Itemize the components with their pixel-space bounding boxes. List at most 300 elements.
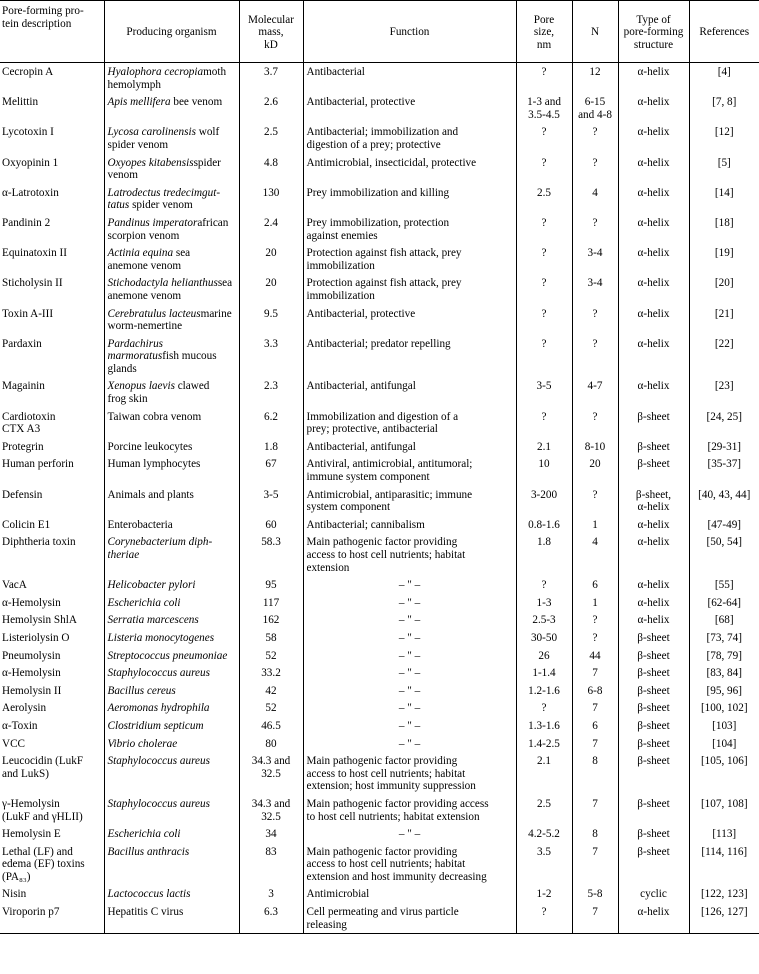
structure-type: β-sheet	[618, 843, 689, 886]
table-row	[0, 154, 759, 184]
n-value: 7	[572, 664, 618, 682]
references: [126, 127]	[689, 903, 759, 934]
producing-organism	[104, 735, 239, 753]
producing-organism	[104, 664, 239, 682]
table-row	[0, 244, 759, 274]
table-row	[0, 455, 759, 485]
producing-organism	[104, 274, 239, 304]
pore-size: 30-50	[516, 629, 572, 647]
organism-species: Staphylococcus aureus	[107, 755, 210, 768]
pore-size: ?	[516, 335, 572, 378]
producing-organism	[104, 611, 239, 629]
references: [55]	[689, 576, 759, 594]
table-row	[0, 717, 759, 735]
function: Protection against fish attack, prey immobilization	[303, 244, 516, 274]
col-header-function: Function	[303, 1, 516, 63]
n-value: 4	[572, 533, 618, 576]
n-value: 7	[572, 795, 618, 825]
molecular-mass: 34	[239, 825, 303, 843]
organism-source: Animals and plants	[107, 488, 194, 501]
n-value: ?	[572, 154, 618, 184]
producing-organism	[104, 629, 239, 647]
structure-type: α-helix	[618, 93, 689, 123]
references: [122, 123]	[689, 885, 759, 903]
molecular-mass: 2.4	[239, 214, 303, 244]
structure-type: α-helix	[618, 594, 689, 612]
function: Antibacterial; cannibalism	[303, 516, 516, 534]
col-header-mass: Molecular mass, kD	[239, 1, 303, 63]
protein-description: Hemolysin II	[2, 684, 62, 697]
producing-organism	[104, 377, 239, 407]
structure-type: α-helix	[618, 903, 689, 934]
organism-source: spider venom	[107, 156, 221, 182]
pore-size: 2.1	[516, 438, 572, 456]
references: [113]	[689, 825, 759, 843]
table-row	[0, 533, 759, 576]
function: Antibacterial, protective	[303, 305, 516, 335]
organism-species: Oxyopes kitabensis	[107, 156, 194, 169]
table-row	[0, 594, 759, 612]
references: [29-31]	[689, 438, 759, 456]
producing-organism	[104, 533, 239, 576]
organism-species: Corynebacterium diph- theriae	[107, 536, 213, 561]
molecular-mass: 3	[239, 885, 303, 903]
producing-organism	[104, 335, 239, 378]
function: – " –	[303, 647, 516, 665]
structure-type: α-helix	[618, 335, 689, 378]
pore-size: 26	[516, 647, 572, 665]
organism-species: Latrodectus tredecimgut- tatus	[107, 186, 221, 212]
organism-species: Escherichia coli	[107, 596, 181, 609]
pore-size: ?	[516, 576, 572, 594]
molecular-mass: 3.3	[239, 335, 303, 378]
organism-species: Stichodactyla helianthus	[107, 277, 218, 290]
table-row	[0, 752, 759, 795]
organism-species: Lactococcus lactis	[107, 888, 191, 901]
protein-description: α-Hemolysin	[2, 667, 61, 680]
organism-source: clawed frog skin	[107, 380, 210, 406]
function: Main pathogenic factor providing access to host cell nutrients; habitat extension	[303, 795, 516, 825]
n-value: 44	[572, 647, 618, 665]
references: [100, 102]	[689, 699, 759, 717]
producing-organism	[104, 825, 239, 843]
table-row	[0, 735, 759, 753]
pore-size: 1-2	[516, 885, 572, 903]
pore-size: 1.8	[516, 533, 572, 576]
protein-description: Defensin	[2, 488, 43, 501]
organism-source: spider venom	[129, 199, 193, 212]
references: [95, 96]	[689, 682, 759, 700]
table-row	[0, 516, 759, 534]
n-value: 4-7	[572, 377, 618, 407]
structure-type: α-helix	[618, 214, 689, 244]
molecular-mass: 83	[239, 843, 303, 886]
protein-description: Lycotoxin I	[2, 126, 54, 139]
producing-organism	[104, 594, 239, 612]
organism-species: Staphylococcus aureus	[107, 797, 210, 810]
references: [114, 116]	[689, 843, 759, 886]
organism-species: Pardachirus marmoratus	[107, 337, 164, 363]
function: Immobilization and digestion of a prey; protective, antibacterial	[303, 408, 516, 438]
table-row	[0, 647, 759, 665]
structure-type: β-sheet	[618, 408, 689, 438]
n-value: ?	[572, 408, 618, 438]
pore-size: 3.5	[516, 843, 572, 886]
producing-organism	[104, 93, 239, 123]
header-row	[0, 1, 759, 63]
molecular-mass: 80	[239, 735, 303, 753]
organism-species: Xenopus laevis	[107, 380, 175, 393]
n-value: ?	[572, 486, 618, 516]
molecular-mass: 20	[239, 274, 303, 304]
producing-organism	[104, 244, 239, 274]
organism-species: Bacillus cereus	[107, 684, 176, 697]
n-value: ?	[572, 214, 618, 244]
producing-organism	[104, 516, 239, 534]
producing-organism	[104, 184, 239, 214]
molecular-mass: 58.3	[239, 533, 303, 576]
structure-type: α-helix	[618, 63, 689, 94]
molecular-mass: 95	[239, 576, 303, 594]
protein-description: Listeriolysin O	[2, 631, 70, 644]
protein-description: Toxin A-III	[2, 307, 54, 320]
function: Antimicrobial, insecticidal, protective	[303, 154, 516, 184]
protein-description: Cecropin A	[2, 66, 54, 78]
function: Prey immobilization, protection against enemies	[303, 214, 516, 244]
structure-type: α-helix	[618, 611, 689, 629]
structure-type: α-helix	[618, 377, 689, 407]
table-row	[0, 699, 759, 717]
organism-species: Lycosa carolinensis	[107, 126, 196, 139]
references: [68]	[689, 611, 759, 629]
structure-type: β-sheet	[618, 629, 689, 647]
organism-species: Helicobacter pylori	[107, 579, 196, 592]
table-row	[0, 335, 759, 378]
pore-size: ?	[516, 63, 572, 94]
function: Antibacterial, antifungal	[303, 377, 516, 407]
table-row	[0, 377, 759, 407]
structure-type: α-helix	[618, 154, 689, 184]
protein-description: VCC	[2, 737, 26, 750]
organism-source: Human lymphocytes	[107, 458, 201, 471]
function: Main pathogenic factor providing access to host cell nutrients; habitat extension and host immunity decreasing	[303, 843, 516, 886]
references: [105, 106]	[689, 752, 759, 795]
producing-organism	[104, 576, 239, 594]
molecular-mass: 52	[239, 699, 303, 717]
references: [23]	[689, 377, 759, 407]
table-row	[0, 123, 759, 153]
structure-type: α-helix	[618, 274, 689, 304]
organism-species: Actinia equina	[107, 247, 174, 260]
organism-source: wolf spider venom	[107, 126, 220, 151]
pore-size: 2.5	[516, 184, 572, 214]
n-value: 7	[572, 699, 618, 717]
structure-type: cyclic	[618, 885, 689, 903]
pore-size: ?	[516, 305, 572, 335]
pore-size: ?	[516, 699, 572, 717]
protein-description: Melittin	[2, 96, 39, 109]
organism-species: Staphylococcus aureus	[107, 667, 210, 680]
producing-organism	[104, 63, 239, 94]
function: – " –	[303, 825, 516, 843]
structure-type: β-sheet	[618, 664, 689, 682]
references: [104]	[689, 735, 759, 753]
organism-species: Vibrio cholerae	[107, 737, 178, 750]
organism-source: Hepatitis C virus	[107, 906, 184, 919]
references: [62-64]	[689, 594, 759, 612]
function: Main pathogenic factor providing access to host cell nutrients; habitat extension	[303, 533, 516, 576]
n-value: 3-4	[572, 244, 618, 274]
references: [78, 79]	[689, 647, 759, 665]
structure-type: β-sheet, α-helix	[618, 486, 689, 516]
organism-species: Serratia marcescens	[107, 614, 199, 627]
pore-size: 1.4-2.5	[516, 735, 572, 753]
organism-source: fish mucous glands	[107, 350, 217, 375]
structure-type: α-helix	[618, 516, 689, 534]
function: Antibacterial	[303, 63, 516, 94]
n-value: 7	[572, 903, 618, 934]
table-row	[0, 305, 759, 335]
references: [14]	[689, 184, 759, 214]
col-header-pore-size: Pore size, nm	[516, 1, 572, 63]
references: [12]	[689, 123, 759, 153]
table-row	[0, 611, 759, 629]
protein-description: Cardiotoxin CTX A3	[2, 410, 56, 436]
molecular-mass: 33.2	[239, 664, 303, 682]
protein-description: α-Latrotoxin	[2, 186, 59, 199]
protein-description: VacA	[2, 579, 27, 592]
references: [7, 8]	[689, 93, 759, 123]
table-row	[0, 274, 759, 304]
organism-species: Cerebratulus lacteus	[107, 307, 201, 320]
molecular-mass: 52	[239, 647, 303, 665]
organism-species: Bacillus anthracis	[107, 845, 190, 858]
pore-size: 2.5	[516, 795, 572, 825]
pore-size: 1.2-1.6	[516, 682, 572, 700]
protein-description: Leucocidin (LukF and LukS)	[2, 755, 84, 780]
producing-organism	[104, 486, 239, 516]
molecular-mass: 34.3 and 32.5	[239, 752, 303, 795]
function: – " –	[303, 611, 516, 629]
molecular-mass: 2.3	[239, 377, 303, 407]
function: – " –	[303, 629, 516, 647]
col-header-references: References	[689, 1, 759, 63]
organism-source: Porcine leukocytes	[107, 440, 193, 453]
references: [18]	[689, 214, 759, 244]
protein-description: Oxyopinin 1	[2, 156, 59, 169]
references: [83, 84]	[689, 664, 759, 682]
molecular-mass: 60	[239, 516, 303, 534]
producing-organism	[104, 305, 239, 335]
function: – " –	[303, 699, 516, 717]
n-value: ?	[572, 335, 618, 378]
n-value: 6-15 and 4-8	[572, 93, 618, 123]
producing-organism	[104, 885, 239, 903]
protein-description: Pneumolysin	[2, 649, 61, 662]
n-value: 7	[572, 735, 618, 753]
table-row	[0, 629, 759, 647]
n-value: 8-10	[572, 438, 618, 456]
col-header-organism: Producing organism	[104, 1, 239, 63]
pore-size: 1.3-1.6	[516, 717, 572, 735]
producing-organism	[104, 455, 239, 485]
protein-description: Hemolysin ShlA	[2, 614, 77, 627]
n-value: 6	[572, 576, 618, 594]
n-value: 7	[572, 843, 618, 886]
producing-organism	[104, 647, 239, 665]
protein-description: Diphtheria toxin	[2, 536, 76, 549]
molecular-mass: 6.3	[239, 903, 303, 934]
table-row	[0, 63, 759, 94]
producing-organism	[104, 903, 239, 934]
references: [47-49]	[689, 516, 759, 534]
pore-size: 0.8-1.6	[516, 516, 572, 534]
pore-size: 1-1.4	[516, 664, 572, 682]
references: [21]	[689, 305, 759, 335]
n-value: ?	[572, 629, 618, 647]
n-value: 5-8	[572, 885, 618, 903]
n-value: 6	[572, 717, 618, 735]
molecular-mass: 6.2	[239, 408, 303, 438]
organism-source: bee venom	[170, 96, 223, 109]
pore-size: ?	[516, 274, 572, 304]
structure-type: β-sheet	[618, 752, 689, 795]
n-value: 1	[572, 516, 618, 534]
organism-source: sea anemone venom	[107, 247, 191, 272]
organism-species: Streptococcus pneumoniae	[107, 649, 228, 662]
function: Antimicrobial	[303, 885, 516, 903]
n-value: 1	[572, 594, 618, 612]
col-header-description: Pore-forming pro- tein description	[0, 1, 104, 63]
pore-size: 1-3 and 3.5-4.5	[516, 93, 572, 123]
structure-type: β-sheet	[618, 647, 689, 665]
references: [73, 74]	[689, 629, 759, 647]
structure-type: β-sheet	[618, 682, 689, 700]
molecular-mass: 3-5	[239, 486, 303, 516]
references: [50, 54]	[689, 533, 759, 576]
protein-description: Pardaxin	[2, 337, 42, 350]
pore-size: 10	[516, 455, 572, 485]
producing-organism	[104, 123, 239, 153]
structure-type: β-sheet	[618, 455, 689, 485]
organism-species: Pandinus imperator	[107, 216, 198, 229]
table-row	[0, 486, 759, 516]
table-row	[0, 795, 759, 825]
organism-source: sea anemone venom	[107, 277, 233, 302]
n-value: ?	[572, 611, 618, 629]
references: [24, 25]	[689, 408, 759, 438]
protein-description: Nisin	[2, 888, 27, 901]
protein-description: Lethal (LF) and edema (EF) toxins (PA₈₃)	[2, 845, 85, 883]
table-row	[0, 843, 759, 886]
producing-organism	[104, 408, 239, 438]
molecular-mass: 34.3 and 32.5	[239, 795, 303, 825]
producing-organism	[104, 438, 239, 456]
table-row	[0, 438, 759, 456]
protein-description: γ-Hemolysin (LukF and γHLII)	[2, 797, 83, 823]
n-value: 6-8	[572, 682, 618, 700]
n-value: ?	[572, 123, 618, 153]
table-row	[0, 682, 759, 700]
function: Protection against fish attack, prey immobilization	[303, 274, 516, 304]
organism-source: african scorpion venom	[107, 216, 229, 242]
table-row	[0, 408, 759, 438]
function: Main pathogenic factor providing access to host cell nutrients; habitat extension; host immunity suppression	[303, 752, 516, 795]
structure-type: β-sheet	[618, 438, 689, 456]
structure-type: α-helix	[618, 576, 689, 594]
table-row	[0, 184, 759, 214]
protein-description: α-Hemolysin	[2, 596, 61, 609]
table-row	[0, 576, 759, 594]
organism-species: Clostridium septicum	[107, 719, 204, 732]
table-body	[0, 63, 759, 934]
producing-organism	[104, 699, 239, 717]
function: Antiviral, antimicrobial, antitumoral; immune system component	[303, 455, 516, 485]
protein-description: Human perforin	[2, 458, 74, 471]
organism-source: Enterobacteria	[107, 518, 173, 531]
organism-source: marine worm-nemertine	[107, 307, 232, 333]
protein-description: Equinatoxin II	[2, 247, 67, 260]
organism-species: Aeromonas hydrophila	[107, 702, 210, 715]
protein-description: Aerolysin	[2, 702, 47, 715]
structure-type: α-helix	[618, 533, 689, 576]
pore-size: ?	[516, 123, 572, 153]
protein-description: Sticholysin II	[2, 277, 63, 290]
n-value: 20	[572, 455, 618, 485]
protein-description: Protegrin	[2, 440, 44, 453]
structure-type: β-sheet	[618, 717, 689, 735]
organism-source: Taiwan cobra venom	[107, 410, 202, 423]
references: [107, 108]	[689, 795, 759, 825]
molecular-mass: 2.6	[239, 93, 303, 123]
function: Antibacterial, protective	[303, 93, 516, 123]
molecular-mass: 42	[239, 682, 303, 700]
molecular-mass: 46.5	[239, 717, 303, 735]
structure-type: α-helix	[618, 123, 689, 153]
table-row	[0, 664, 759, 682]
organism-source: moth hemolymph	[107, 66, 227, 91]
references: [5]	[689, 154, 759, 184]
pore-size: 3-200	[516, 486, 572, 516]
molecular-mass: 3.7	[239, 63, 303, 94]
function: Antibacterial, antifungal	[303, 438, 516, 456]
structure-type: β-sheet	[618, 735, 689, 753]
n-value: 4	[572, 184, 618, 214]
organism-species: Apis mellifera	[107, 96, 171, 109]
molecular-mass: 20	[239, 244, 303, 274]
table-row	[0, 825, 759, 843]
molecular-mass: 1.8	[239, 438, 303, 456]
table-row	[0, 885, 759, 903]
col-header-structure-type: Type of pore-forming structure	[618, 1, 689, 63]
pore-size: ?	[516, 154, 572, 184]
molecular-mass: 117	[239, 594, 303, 612]
function: Antibacterial; immobilization and digestion of a prey; protective	[303, 123, 516, 153]
pore-size: ?	[516, 244, 572, 274]
references: [35-37]	[689, 455, 759, 485]
producing-organism	[104, 843, 239, 886]
pore-size: ?	[516, 408, 572, 438]
producing-organism	[104, 214, 239, 244]
function: Antimicrobial, antiparasitic; immune system component	[303, 486, 516, 516]
structure-type: α-helix	[618, 244, 689, 274]
producing-organism	[104, 752, 239, 795]
molecular-mass: 162	[239, 611, 303, 629]
n-value: 8	[572, 825, 618, 843]
n-value: 8	[572, 752, 618, 795]
function: – " –	[303, 735, 516, 753]
function: – " –	[303, 664, 516, 682]
